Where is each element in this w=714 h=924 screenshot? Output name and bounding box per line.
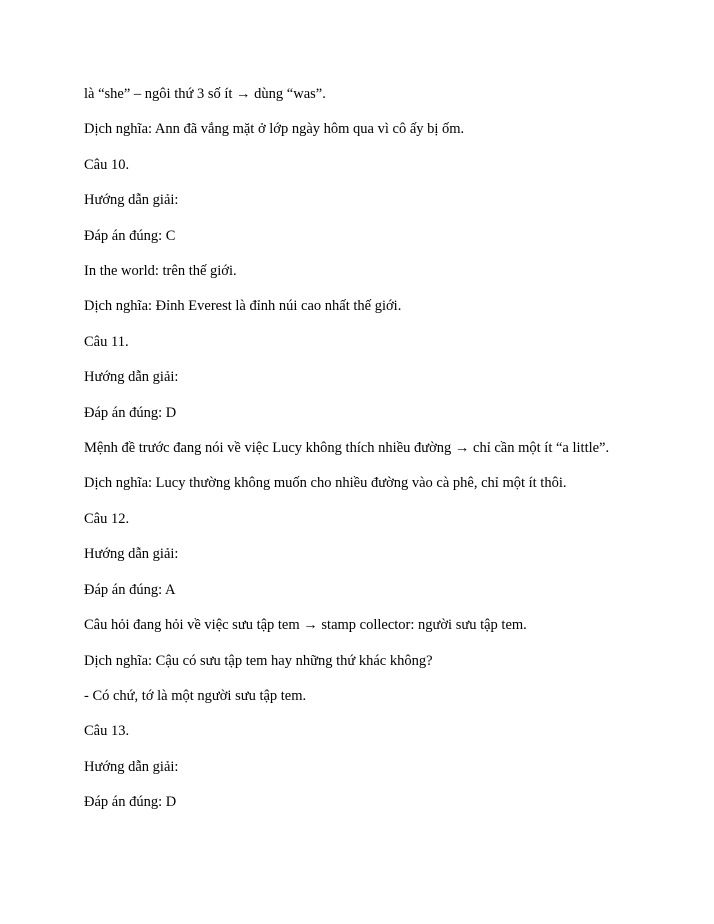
text-line: Dịch nghĩa: Đỉnh Everest là đỉnh núi cao nhất thế giới.: [84, 298, 402, 314]
text-line: Mệnh đề trước đang nói về việc Lucy không thích nhiều đường → chỉ cần một ít “a little”.: [84, 440, 610, 456]
solution-label: Hướng dẫn giải:: [84, 759, 179, 775]
solution-label: Hướng dẫn giải:: [84, 192, 179, 208]
text-line: là “she” – ngôi thứ 3 số ít → dùng “was”.: [84, 86, 326, 102]
question-heading: Câu 11.: [84, 334, 129, 350]
solution-label: Hướng dẫn giải:: [84, 546, 179, 562]
text-line: Dịch nghĩa: Ann đã vắng mặt ở lớp ngày hôm qua vì cô ấy bị ốm.: [84, 121, 465, 137]
answer-line: Đáp án đúng: D: [84, 794, 177, 810]
solution-label: Hướng dẫn giải:: [84, 369, 179, 385]
text-line: Dịch nghĩa: Lucy thường không muốn cho nhiều đường vào cà phê, chỉ một ít thôi.: [84, 475, 567, 491]
question-heading: Câu 13.: [84, 723, 130, 739]
text-line: Câu hỏi đang hỏi về việc sưu tập tem → stamp collector: người sưu tập tem.: [84, 617, 527, 633]
answer-line: Đáp án đúng: C: [84, 228, 176, 244]
text-line: - Có chứ, tớ là một người sưu tập tem.: [84, 688, 307, 704]
question-heading: Câu 10.: [84, 157, 130, 173]
text-line: In the world: trên thế giới.: [84, 263, 237, 279]
text-line: Dịch nghĩa: Cậu có sưu tập tem hay những thứ khác không?: [84, 653, 433, 669]
answer-line: Đáp án đúng: D: [84, 405, 177, 421]
question-heading: Câu 12.: [84, 511, 130, 527]
answer-line: Đáp án đúng: A: [84, 582, 176, 598]
